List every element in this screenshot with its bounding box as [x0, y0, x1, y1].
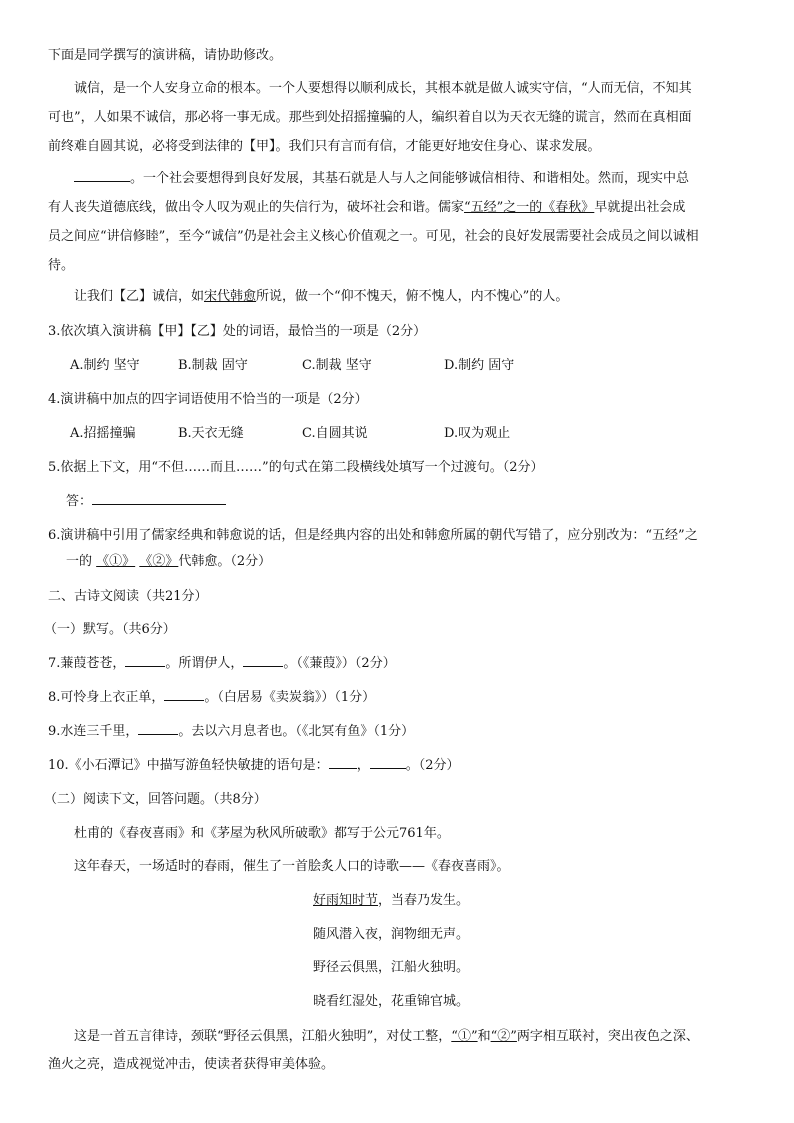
- speech-p2-line3: 员之间应“讲信修睦”，至今“诚信”仍是社会主义核心价值观之一。可见，社会的良好发展需要社会成员之间以诚相: [48, 229, 699, 244]
- q3-option-d[interactable]: D.制约 固守: [444, 358, 515, 373]
- poem-line-1-underlined: 好雨知时节: [313, 893, 379, 908]
- reading-p3-line1: [74, 1028, 699, 1046]
- q3-option-a[interactable]: A.制约 坚守: [70, 358, 140, 373]
- intro-text: 下面是同学撰写的演讲稿，请协助修改。: [48, 48, 283, 63]
- q5-answer-label: 答：: [66, 494, 93, 509]
- q4-option-c[interactable]: C.自圆其说: [302, 426, 368, 441]
- reading-p2: 这年春天，一场适时的春雨，催生了一首脍炙人口的诗歌——《春夜喜雨》。: [74, 859, 510, 874]
- q5-answer-blank[interactable]: [92, 504, 226, 505]
- reading-p3-a: 这是一首五言律诗，颈联“野径云俱黑，江船火独明”，对仗工整，: [74, 1029, 452, 1044]
- poem-line-1-rest: ，当春乃发生。: [378, 893, 470, 908]
- q4-stem: 4.演讲稿中加点的四字词语使用不恰当的一项是（2分）: [48, 392, 368, 407]
- speech-p1-line2: 可也”，人如果不诚信，那必将一事无成。那些到处招摇撞骗的人，编织着自以为天衣无缝的谎言，然而在真相面: [48, 110, 692, 125]
- q7-b: 。所谓伊人，: [165, 656, 244, 671]
- poem-line-3: 野径云俱黑，江船火独明。: [313, 960, 470, 975]
- q3-option-c[interactable]: C.制裁 坚守: [302, 358, 372, 373]
- q4-option-a[interactable]: A.招摇撞骗: [70, 426, 136, 441]
- speech-p2-line4: 待。: [48, 258, 75, 273]
- q9-b: 。去以六月息者也。（《北冥有鱼》（1分）: [178, 724, 415, 739]
- q7-blank-1[interactable]: [125, 666, 165, 667]
- speech-p1-line3: 前终难自圆其说，必将受到法律的【甲】。我们只有言而有信，才能更好地安住身心、谋求发展。: [48, 139, 601, 154]
- speech-p3-b: 所说，做一个“仰不愧天，俯不愧人，内不愧心”的人。: [256, 289, 569, 304]
- reading-p3-m: 和: [477, 1029, 491, 1044]
- classic-reference: “五经”之一的《春秋》: [464, 200, 595, 215]
- q6-blank-2[interactable]: 《②》: [139, 554, 179, 569]
- q4-option-d[interactable]: D.叹为观止: [444, 426, 511, 441]
- q6-line2-a: 一的: [66, 554, 93, 569]
- reading-p3-line2: 渔火之亮，造成视觉冲击，使读者获得审美体验。: [48, 1057, 335, 1072]
- poem-line-1: [313, 892, 469, 910]
- q3-option-b[interactable]: B.制裁 固守: [178, 358, 248, 373]
- dynasty-reference: 宋代韩愈: [204, 289, 257, 304]
- section-2-heading: 二、古诗文阅读（共21分）: [48, 589, 208, 604]
- q10-b: ，: [356, 758, 370, 773]
- speech-p2-line2-text: 有人丧失道德底线，做出令人叹为观止的失信行为，破坏社会和谐。儒家: [48, 200, 465, 215]
- q8-a: 8.可怜身上衣正单，: [48, 690, 165, 705]
- poem-line-4: 晓看红湿处，花重锦官城。: [313, 994, 470, 1009]
- q8-b: 。（白居易《卖炭翁》）（1分）: [204, 690, 376, 705]
- q10-blank-1[interactable]: [329, 768, 357, 769]
- q6-line2-b: 代韩愈。（2分）: [178, 554, 272, 569]
- q9-blank[interactable]: [138, 734, 178, 735]
- q3-stem: 3.依次填入演讲稿【甲】【乙】处的词语，最恰当的一项是（2分）: [48, 324, 427, 339]
- reading-blank-1[interactable]: “①”: [451, 1029, 478, 1044]
- q8: [48, 689, 375, 707]
- subsection-1-heading: （一）默写。（共6分）: [44, 622, 176, 637]
- q7-c: 。（《蒹葭》）（2分）: [283, 656, 396, 671]
- speech-p2-line1-text: 。一个社会要想得到良好发展，其基石就是人与人之间能够诚信相待、和谐相处。然而，现实中总: [130, 171, 690, 186]
- speech-p2-line2: [48, 199, 685, 217]
- q6-blank-1[interactable]: 《①》: [96, 554, 136, 569]
- subsection-2-heading: （二）阅读下文，回答问题。（共8分）: [44, 792, 267, 807]
- reading-p1: 杜甫的《春夜喜雨》和《茅屋为秋风所破歌》都写于公元761年。: [74, 826, 450, 841]
- q6-line1: 6.演讲稿中引用了儒家经典和韩愈说的话，但是经典内容的出处和韩愈所属的朝代写错了，应分别改为：“五经”之: [48, 528, 698, 543]
- q5-stem: 5.依据上下文，用“不但……而且……”的句式在第二段横线处填写一个过渡句。（2分）: [48, 460, 544, 475]
- q6-line2: [66, 553, 271, 571]
- q7-blank-2[interactable]: [243, 666, 283, 667]
- reading-blank-2[interactable]: “②”: [490, 1029, 517, 1044]
- q4-option-b[interactable]: B.天衣无缝: [178, 426, 244, 441]
- speech-p3: [74, 288, 568, 306]
- q10-a: 10.《小石潭记》中描写游鱼轻快敏捷的语句是：: [48, 758, 329, 773]
- speech-p2-line2-end: 早就提出社会成: [594, 200, 686, 215]
- q9-a: 9.水连三千里，: [48, 724, 139, 739]
- reading-p3-b: 两字相互联衬，突出夜色之深、: [516, 1029, 699, 1044]
- q10-blank-2[interactable]: [370, 768, 406, 769]
- poem-line-2: 随风潜入夜，润物细无声。: [313, 927, 470, 942]
- transition-blank[interactable]: [74, 181, 130, 182]
- q5-answer: [66, 493, 226, 511]
- q7: [48, 655, 396, 673]
- q8-blank[interactable]: [164, 700, 204, 701]
- q7-a: 7.蒹葭苍苍，: [48, 656, 126, 671]
- q10-c: 。（2分）: [405, 758, 460, 773]
- q9: [48, 723, 414, 741]
- speech-p3-a: 让我们【乙】诚信，如: [74, 289, 205, 304]
- speech-p2-line1: [74, 170, 689, 188]
- q10: [48, 757, 459, 775]
- speech-p1-line1: 诚信，是一个人安身立命的根本。一个人要想得以顺利成长，其根本就是做人诚实守信，“人而无信，不知其: [74, 81, 692, 96]
